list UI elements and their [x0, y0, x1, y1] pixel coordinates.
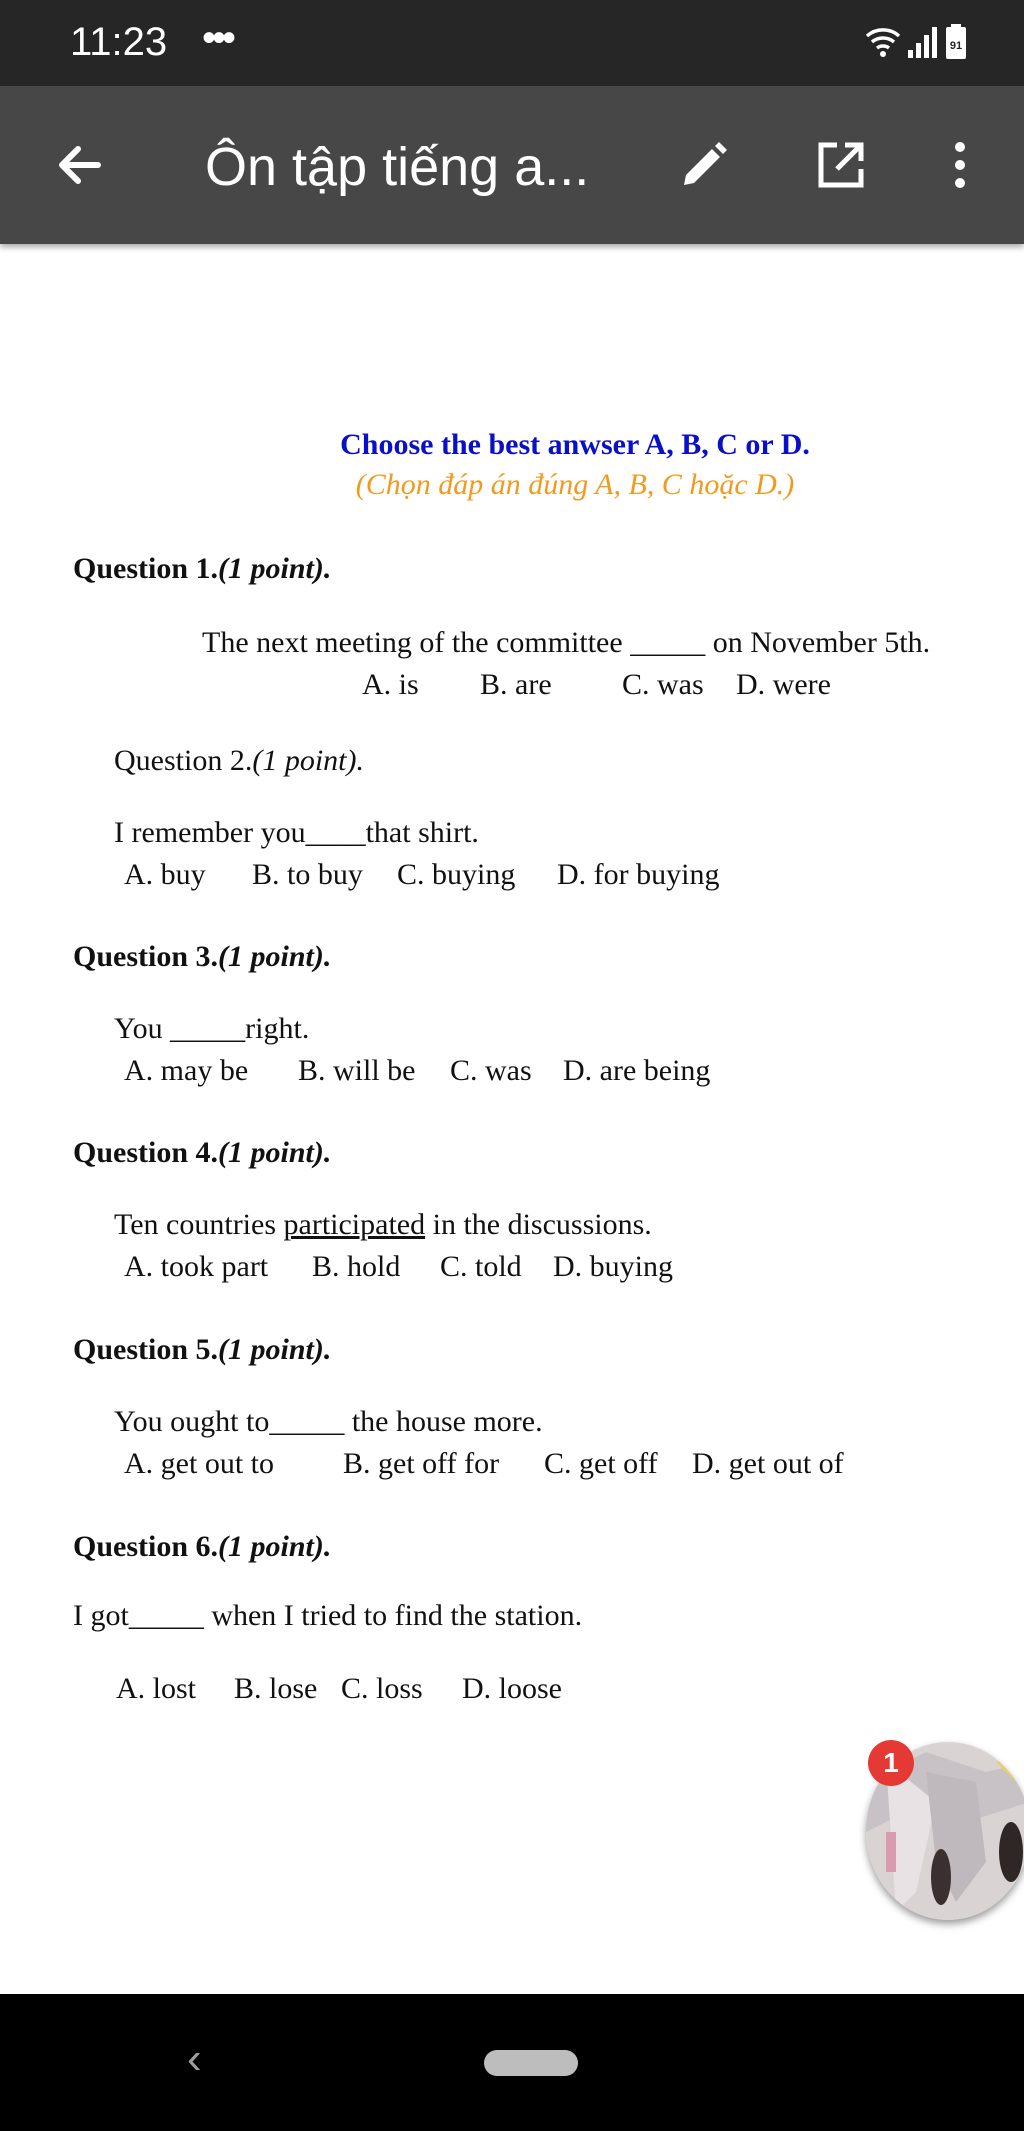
open-external-icon	[813, 137, 869, 193]
question-label: Question 3.	[73, 940, 219, 973]
question-5-text: You ought to_____ the house more.	[114, 1405, 543, 1438]
question-2-text: I remember you____that shirt.	[114, 816, 479, 849]
option-a: A. lost	[116, 1672, 197, 1705]
question-points: (1 point).	[218, 940, 332, 973]
back-button[interactable]	[40, 125, 120, 205]
question-points: (1 point).	[218, 552, 332, 585]
question-6-title	[73, 1530, 331, 1564]
wifi-icon	[865, 24, 901, 60]
option-b: B. will be	[298, 1054, 416, 1087]
status-bar	[0, 0, 1024, 86]
cell-signal-icon	[906, 24, 940, 60]
option-a: A. buy	[124, 858, 206, 891]
option-b: B. hold	[312, 1250, 401, 1283]
more-vertical-icon	[932, 137, 988, 193]
option-b: B. get off for	[343, 1447, 500, 1480]
question-label: Question 1.	[73, 552, 219, 585]
option-d: D. are being	[563, 1054, 711, 1087]
instruction-heading: Choose the best anwser A, B, C or D.	[340, 428, 810, 461]
nav-back-button[interactable]: ‹	[187, 2034, 202, 2083]
option-a: A. is	[362, 668, 419, 701]
app-toolbar	[0, 86, 1024, 244]
option-c: C. was	[450, 1054, 532, 1087]
option-a: A. took part	[124, 1250, 269, 1283]
battery-level-text: 91	[949, 40, 963, 52]
notification-count-badge: 1	[868, 1740, 914, 1786]
question-4-title	[73, 1136, 331, 1170]
question-1-title	[73, 552, 331, 586]
instruction-heading-translation: (Chọn đáp án đúng A, B, C hoặc D.)	[355, 468, 795, 501]
question-label: Question 4.	[73, 1136, 219, 1169]
arrow-back-icon	[52, 137, 108, 193]
document-title: Ôn tập tiếng a...	[205, 137, 590, 197]
question-3-title	[73, 940, 331, 974]
option-d: D. get out of	[692, 1447, 844, 1480]
question-points: (1 point).	[252, 744, 364, 777]
option-d: D. buying	[553, 1250, 673, 1283]
nav-home-button[interactable]	[484, 2050, 578, 2076]
question-1-text: The next meeting of the committee _____ on November 5th.	[202, 626, 931, 659]
question-5-title	[73, 1333, 331, 1367]
question-label: Question 5.	[73, 1333, 219, 1366]
option-c: C. get off	[544, 1447, 658, 1480]
question-label: Question 2.	[114, 744, 253, 777]
question-4-text	[114, 1208, 652, 1242]
question-text-start: Ten countries	[114, 1208, 284, 1241]
question-points: (1 point).	[218, 1530, 332, 1563]
option-d: D. were	[736, 668, 831, 701]
notification-dots-icon: •••	[202, 16, 233, 60]
option-a: A. get out to	[124, 1447, 274, 1480]
question-6-text: I got_____ when I tried to find the station.	[73, 1599, 583, 1632]
option-b: B. are	[480, 668, 552, 701]
option-d: D. for buying	[557, 858, 720, 891]
option-c: C. told	[440, 1250, 522, 1283]
status-time: 11:23	[70, 20, 168, 64]
system-navigation-bar	[0, 1994, 1024, 2131]
option-c: C. was	[622, 668, 704, 701]
option-a: A. may be	[124, 1054, 249, 1087]
question-points: (1 point).	[218, 1333, 332, 1366]
edit-button[interactable]	[664, 125, 744, 205]
document-page[interactable]	[0, 244, 1024, 1994]
option-c: C. loss	[341, 1672, 423, 1705]
pencil-icon	[676, 137, 732, 193]
status-icons	[865, 24, 968, 64]
question-text-end: in the discussions.	[425, 1208, 652, 1241]
question-label: Question 6.	[73, 1530, 219, 1563]
option-b: B. lose	[234, 1672, 318, 1705]
more-options-button[interactable]	[920, 125, 1000, 205]
option-c: C. buying	[397, 858, 516, 891]
open-external-button[interactable]	[801, 125, 881, 205]
option-d: D. loose	[462, 1672, 562, 1705]
question-points: (1 point).	[218, 1136, 332, 1169]
battery-icon	[944, 24, 968, 60]
option-b: B. to buy	[252, 858, 363, 891]
underlined-word: participated	[283, 1208, 426, 1241]
question-2-title	[114, 744, 364, 778]
question-3-text: You _____right.	[114, 1012, 310, 1045]
